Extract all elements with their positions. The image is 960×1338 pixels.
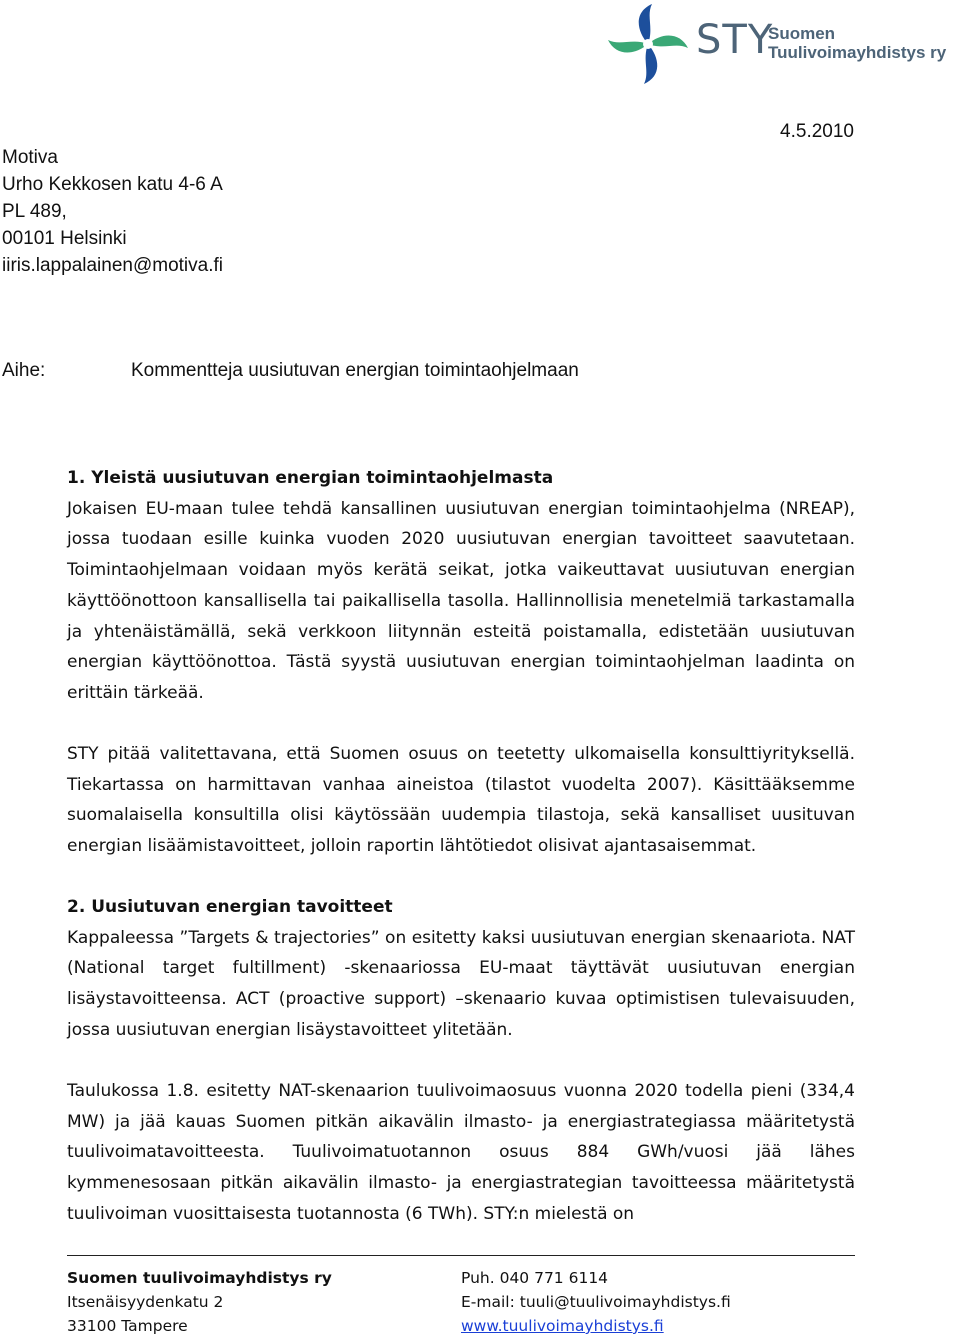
footer-divider — [67, 1255, 855, 1256]
logo-org-name — [768, 24, 946, 62]
section-1-extra — [67, 739, 855, 862]
footer-website-link[interactable]: www.tuulivoimayhdistys.fi — [461, 1317, 664, 1335]
recipient-line: Urho Kekkosen katu 4-6 A — [2, 174, 223, 195]
footer-phone: Puh. 040 771 6114 — [461, 1269, 609, 1287]
footer-org-name: Suomen tuulivoimayhdistys ry — [67, 1269, 332, 1287]
subject-label: Aihe: — [2, 360, 46, 381]
footer-contact — [461, 1266, 731, 1338]
section-2-paragraph-2: Taulukossa 1.8. esitetty NAT-skenaarion tuulivoimaosuus vuonna 2020 todella pieni (334,4 MW) ja jää kauas Suomen pitkän aikavälin ilmasto- ja energiastrategiassa määritetystä tuulivoimatavoitteesta. Tuulivoimatuotannon osuus 884 GWh/vuosi jää lähes kymmenesosaan pitkän aikavälin ilmasto- ja energiastrategian tavoitteessa määritetystä tuulivoiman vuosittaisesta tuotannosta (6 TWh). STY:n mielestä on — [67, 1081, 855, 1224]
recipient-address — [2, 144, 223, 279]
letter-date: 4.5.2010 — [780, 121, 854, 142]
section-1-paragraph-1: Jokaisen EU-maan tulee tehdä kansallinen uusiutuvan energian toimintaohjelma (NREAP), jossa tuodaan esille kuinka vuoden 2020 uusiutuvan energian tavoitteet saavutetaan. Toimintaohjelmaan voidaan myös kerätä seikat, jotka vaikeuttavat uusiutuvan energian käyttöönottoon kansallisella tai paikallisella tasolla. Hallinnollisia menetelmiä tarkastamalla ja yhtenäistämällä, sekä verkkoon liitynnän esteitä poistamalla, edistetään uusiutuvan energian käyttöönottoa. Tästä syystä uusiutuvan energian toimintaohjelman laadinta on erittäin tärkeää. — [67, 498, 855, 703]
sty-logo — [606, 2, 958, 86]
recipient-line: Motiva — [2, 147, 58, 168]
recipient-line: PL 489, — [2, 201, 67, 222]
section-2-extra — [67, 1076, 855, 1230]
footer-address — [67, 1266, 332, 1338]
section-1-paragraph-2: STY pitää valitettavana, että Suomen osuus on teetetty ulkomaisella konsulttiyrityksellä. Tiekartassa on harmittavan vanhaa aineistoa (tilastot vuodelta 2007). Käsittääksemme suomalaisella konsultilla olisi käytössään uudempia tilastoja, sekä kansalliset uusituvan energian lisäämistavoitteet, jolloin raportin lähtötiedot olisivat ajantasaisemmat. — [67, 744, 855, 857]
section-1 — [67, 463, 855, 709]
recipient-line: 00101 Helsinki — [2, 228, 127, 249]
section-2 — [67, 892, 855, 1046]
logo-org-line2: Tuulivoimayhdistys ry — [768, 43, 947, 62]
section-1-heading: 1. Yleistä uusiutuvan energian toimintaohjelmasta — [67, 468, 554, 488]
section-2-heading: 2. Uusiutuvan energian tavoitteet — [67, 897, 393, 917]
logo-org-line1: Suomen — [768, 24, 836, 43]
recipient-email: iiris.lappalainen@motiva.fi — [2, 255, 223, 276]
pinwheel-logo-icon — [606, 2, 690, 86]
footer-street: Itsenäisyydenkatu 2 — [67, 1293, 224, 1311]
footer-email: E-mail: tuuli@tuulivoimayhdistys.fi — [461, 1293, 731, 1311]
logo-abbr: STY — [696, 17, 774, 63]
subject-text: Kommentteja uusiutuvan energian toimintaohjelmaan — [131, 360, 579, 381]
section-2-paragraph-1: Kappaleessa ”Targets & trajectories” on esitetty kaksi uusiutuvan energian skenaariota. NAT (National target fultillment) -skenaariossa EU-maat täyttävät uusiutuvan energian lisäystavoitteensa. ACT (proactive support) –skenaario kuvaa optimistisen tulevaisuuden, jossa uusiutuvan energian lisäystavoitteet ylitetään. — [67, 927, 855, 1040]
footer-city: 33100 Tampere — [67, 1317, 188, 1335]
